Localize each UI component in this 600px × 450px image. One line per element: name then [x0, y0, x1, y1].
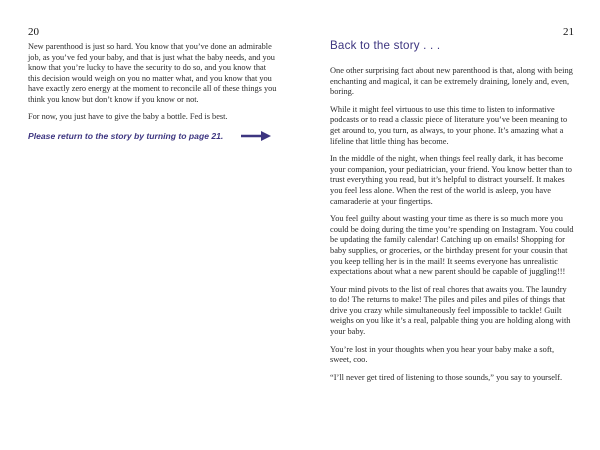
section-title: Back to the story . . .	[330, 39, 441, 52]
right-paragraph-6: You’re lost in your thoughts when you hear your baby make a soft, sweet, coo.	[330, 344, 555, 365]
left-paragraph-2: For now, you just have to give the baby a bottle. Fed is best.	[28, 112, 228, 121]
return-to-story-link[interactable]	[28, 131, 278, 141]
left-paragraph-1: New parenthood is just so hard. You know that you’ve done an admirable job, as you’ve fed your baby, and that is just what the baby needs, and you know that you’re lucky to have the security to do so, and you know that this decision would weigh on you no matter what, and you know that you have exactly zero energy at the moment to reconcile all of these things you think you know but don’t know if you know or not.	[28, 42, 277, 104]
return-prompt[interactable]: Please return to the story by turning to page 21.	[28, 130, 224, 141]
page-number-right: 21	[563, 26, 574, 38]
right-paragraph-5: Your mind pivots to the list of real chores that awaits you. The laundry to do! The returns to make! The piles and piles and piles of things that drive you crazy while simultaneously feel impossible to tackle! Guilt weighs on you like it’s a real, palpable thing you are holding along with your baby.	[330, 284, 571, 337]
right-page-body	[330, 39, 574, 390]
right-paragraph-1: One other surprising fact about new parenthood is that, along with being enchanting and magical, it can be extremely draining, lonely and, even, boring.	[330, 66, 573, 97]
page-number-left: 20	[28, 26, 39, 38]
right-page	[300, 0, 600, 450]
right-paragraph-4: You feel guilty about wasting your time as there is so much more you could be doing during the time you’re spending on Instagram. You could be updating the family calendar! Catching up on emails! Shopping for baby supplies, or groceries, or the birthday present for your cousin that you keep telling her is in the mail! It seems everyone has unrealistic expectations about what a new parent should be capable of juggling!!!	[330, 214, 574, 277]
right-paragraph-2: While it might feel virtuous to use this time to listen to informative podcasts or to read a classic piece of literature you’ve been meaning to get around to, you turn, as always, to your phone. It’s amazing what a lifeline that little thing has become.	[330, 104, 568, 146]
right-paragraph-3: In the middle of the night, when things feel really dark, it has become your companion, your pediatrician, your friend. You know better than to trust everything you read, but it’s helpful to distract yourself. It makes you feel less alone. When the rest of the world is asleep, you have camaraderie at your fingertips.	[330, 154, 572, 206]
left-page-body	[28, 42, 278, 141]
right-paragraph-7: “I’ll never get tired of listening to those sounds,” you say to yourself.	[330, 372, 563, 382]
right-arrow-icon	[241, 131, 271, 141]
